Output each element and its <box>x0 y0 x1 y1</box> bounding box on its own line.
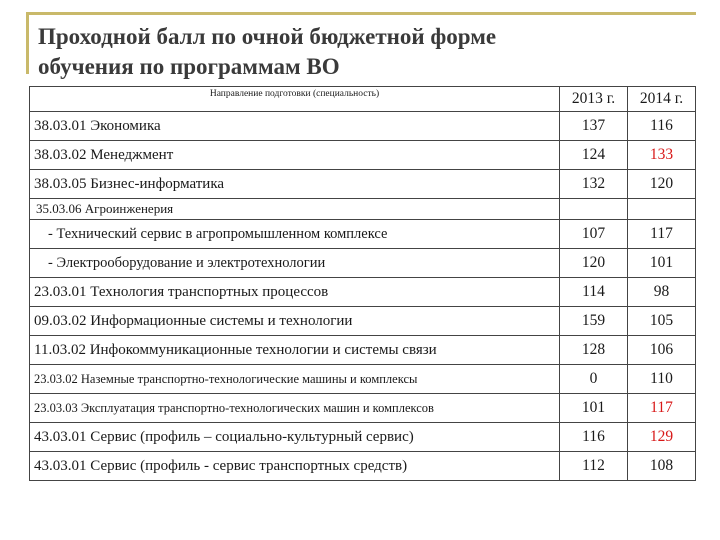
row-direction: 11.03.02 Инфокоммуникационные технологии и системы связи <box>30 336 560 365</box>
row-score-2014: 129 <box>628 423 696 452</box>
row-score-2014: 101 <box>628 249 696 278</box>
header-2014: 2014 г. <box>628 87 696 112</box>
row-direction: 23.03.02 Наземные транспортно-технологические машины и комплексы <box>30 365 560 394</box>
table-row <box>30 307 696 336</box>
row-direction: 23.03.01 Технология транспортных процессов <box>30 278 560 307</box>
row-score-2013: 116 <box>560 423 628 452</box>
page-title <box>38 22 678 82</box>
page-title-line-2: обучения по программам ВО <box>38 54 340 79</box>
row-direction: 09.03.02 Информационные системы и технологии <box>30 307 560 336</box>
row-score-2014: 133 <box>628 141 696 170</box>
title-frame-left-line <box>26 12 29 74</box>
table-row <box>30 278 696 307</box>
table-row <box>30 220 696 249</box>
passing-scores-table <box>29 86 696 481</box>
row-direction: 35.03.06 Агроинженерия <box>30 199 560 220</box>
row-direction: 43.03.01 Сервис (профиль - сервис транспортных средств) <box>30 452 560 481</box>
table-row <box>30 141 696 170</box>
row-score-2013: 132 <box>560 170 628 199</box>
table-row <box>30 112 696 141</box>
row-score-2014: 98 <box>628 278 696 307</box>
row-score-2014: 117 <box>628 394 696 423</box>
header-direction: Направление подготовки (специальность) <box>30 87 560 112</box>
row-score-2013: 0 <box>560 365 628 394</box>
page-title-line-1: Проходной балл по очной бюджетной форме <box>38 24 497 49</box>
row-score-2013: 120 <box>560 249 628 278</box>
row-score-2014: 116 <box>628 112 696 141</box>
row-direction: 38.03.02 Менеджмент <box>30 141 560 170</box>
row-score-2014: 108 <box>628 452 696 481</box>
title-frame-top-line <box>26 12 696 15</box>
row-direction: - Технический сервис в агропромышленном комплексе <box>30 220 560 249</box>
row-direction: - Электрооборудование и электротехнологии <box>30 249 560 278</box>
row-score-2013: 159 <box>560 307 628 336</box>
table-row-group-heading <box>30 199 696 220</box>
header-2013: 2013 г. <box>560 87 628 112</box>
row-direction: 38.03.05 Бизнес-информатика <box>30 170 560 199</box>
row-direction: 38.03.01 Экономика <box>30 112 560 141</box>
table-row <box>30 452 696 481</box>
row-direction: 43.03.01 Сервис (профиль – социально-культурный сервис) <box>30 423 560 452</box>
table-row <box>30 365 696 394</box>
row-score-2013 <box>560 199 628 220</box>
row-score-2013: 112 <box>560 452 628 481</box>
table-row <box>30 423 696 452</box>
row-score-2013: 114 <box>560 278 628 307</box>
row-score-2014: 110 <box>628 365 696 394</box>
table-row <box>30 170 696 199</box>
row-score-2013: 137 <box>560 112 628 141</box>
row-score-2013: 128 <box>560 336 628 365</box>
table-row <box>30 249 696 278</box>
row-score-2014 <box>628 199 696 220</box>
row-direction: 23.03.03 Эксплуатация транспортно-технологических машин и комплексов <box>30 394 560 423</box>
row-score-2013: 124 <box>560 141 628 170</box>
table-header-row <box>30 87 696 112</box>
table-row <box>30 394 696 423</box>
row-score-2014: 117 <box>628 220 696 249</box>
row-score-2014: 105 <box>628 307 696 336</box>
row-score-2013: 101 <box>560 394 628 423</box>
row-score-2013: 107 <box>560 220 628 249</box>
table-row <box>30 336 696 365</box>
row-score-2014: 120 <box>628 170 696 199</box>
row-score-2014: 106 <box>628 336 696 365</box>
